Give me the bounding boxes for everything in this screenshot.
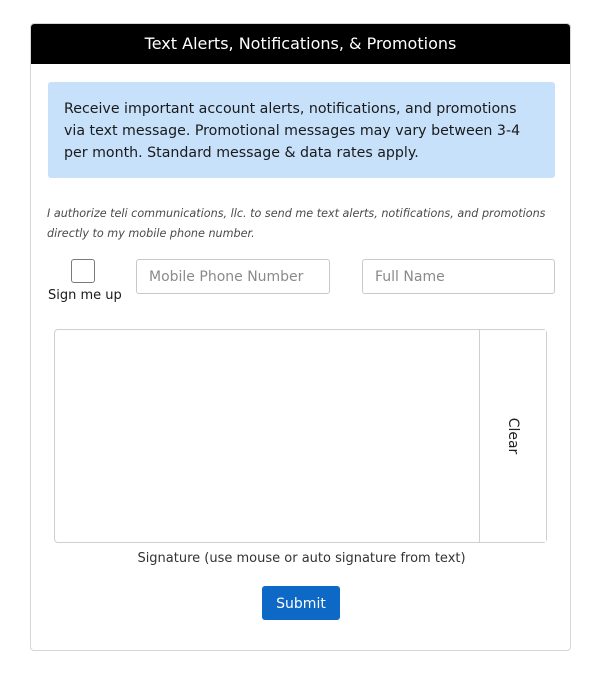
signature-caption: Signature (use mouse or auto signature from text) <box>137 551 466 566</box>
sms-signup-card <box>30 23 571 651</box>
mobile-phone-input[interactable] <box>136 259 330 294</box>
info-box: Receive important account alerts, notifications, and promotions via text message. Promotional messages may vary between 3-4 per month. Standard message & data rates apply. <box>48 82 555 178</box>
clear-label: Clear <box>505 417 521 455</box>
signature-area <box>54 329 547 543</box>
clear-signature-button[interactable] <box>479 330 546 542</box>
full-name-input[interactable] <box>362 259 555 294</box>
card-title: Text Alerts, Notifications, & Promotions <box>31 24 570 64</box>
submit-button[interactable]: Submit <box>262 586 340 620</box>
sign-me-up-checkbox[interactable] <box>71 259 95 283</box>
sign-me-up-label: Sign me up <box>48 288 122 303</box>
authorization-text: I authorize teli communications, llc. to send me text alerts, notifications, and promotions directly to my mobile phone number. <box>47 207 546 240</box>
signature-pad[interactable] <box>55 330 481 542</box>
